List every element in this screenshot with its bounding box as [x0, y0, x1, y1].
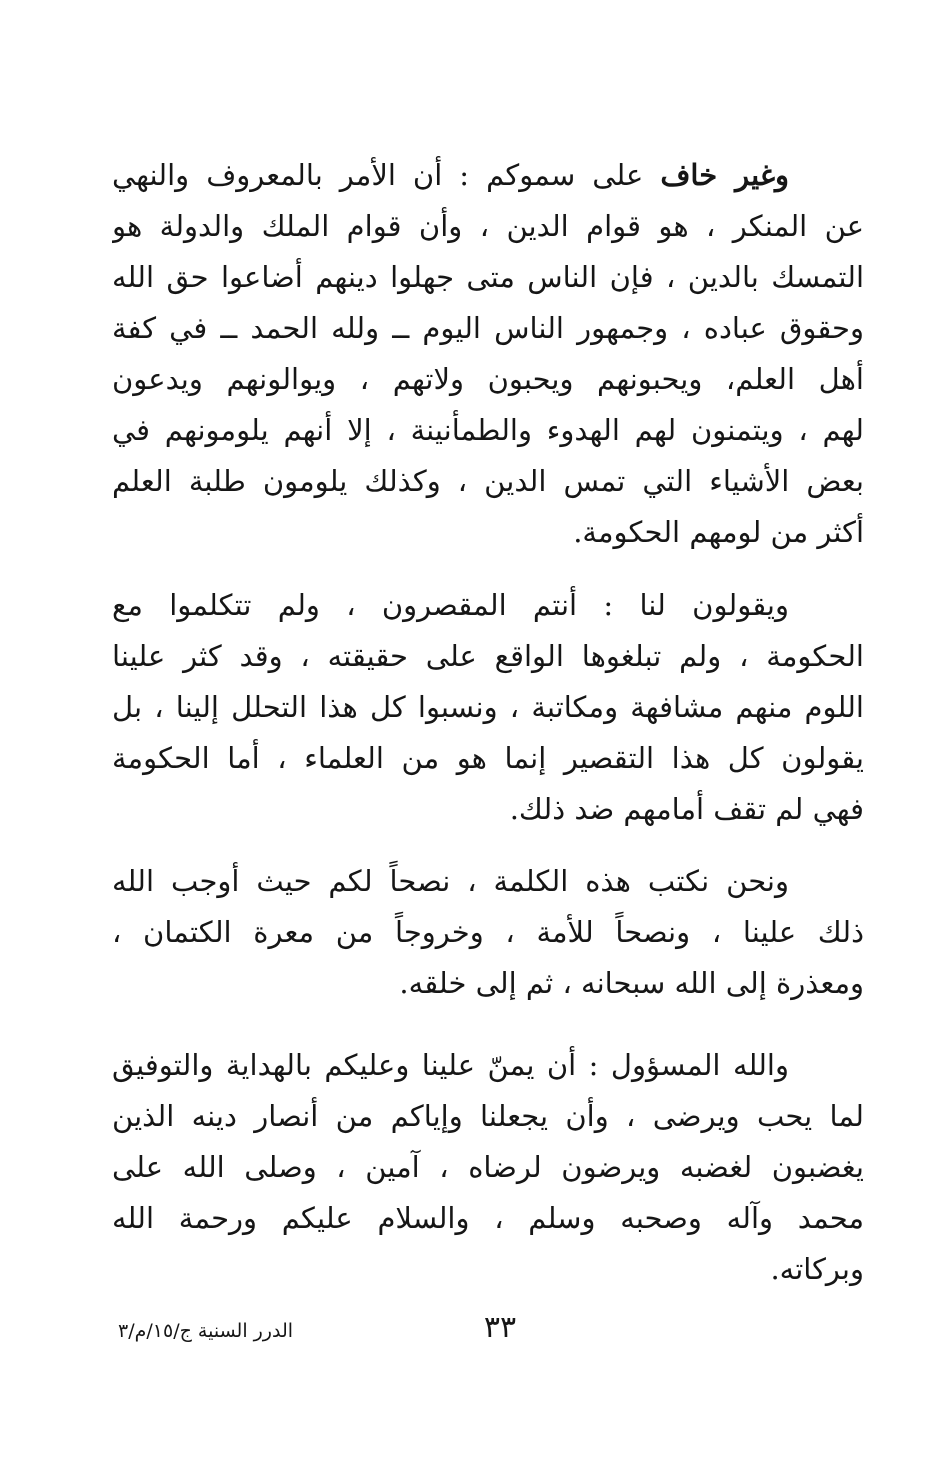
paragraph-2	[112, 580, 864, 835]
paragraph-1	[112, 150, 864, 558]
page-footer	[0, 1308, 950, 1348]
line-text: على سموكم : أن الأمر بالمعروف والنهي	[112, 158, 661, 192]
paragraph-line: أكثر من لومهم الحكومة.	[573, 515, 864, 549]
paragraph-line: ويقولون لنا : أنتم المقصرون ، ولم تتكلموا مع	[112, 588, 789, 622]
paragraph-line: وحقوق عباده ، وجمهور الناس اليوم ــ ولله الحمد ــ في كفة	[112, 311, 864, 345]
paragraph-line: عن المنكر ، هو قوام الدين ، وأن قوام الملك والدولة هو	[112, 209, 864, 243]
paragraph-line: لما يحب ويرضى ، وأن يجعلنا وإياكم من أنصار دينه الذين	[112, 1099, 864, 1133]
paragraph-line: ذلك علينا ، ونصحاً للأمة ، وخروجاً من معرة الكتمان ،	[112, 915, 864, 949]
paragraph-line	[112, 150, 864, 201]
paragraph-3	[112, 856, 864, 1009]
paragraph-line: بعض الأشياء التي تمس الدين ، وكذلك يلومون طلبة العلم	[112, 464, 864, 498]
paragraph-line: يغضبون لغضبه ويرضون لرضاه ، آمين ، وصلى الله على	[112, 1150, 864, 1184]
paragraph-line: ونحن نكتب هذه الكلمة ، نصحاً لكم حيث أوجب الله	[112, 864, 789, 898]
page-number: ٣٣	[483, 1310, 517, 1345]
paragraph-line: أهل العلم، ويحبونهم ويحبون ولاتهم ، ويوالونهم ويدعون	[112, 362, 864, 396]
bold-lead-in: وغير خاف	[660, 158, 790, 192]
paragraph-line: الحكومة ، ولم تبلغوها الواقع على حقيقته ، وقد كثر علينا	[112, 639, 864, 673]
paragraph-line: محمد وآله وصحبه وسلم ، والسلام عليكم ورحمة الله	[112, 1201, 864, 1235]
paragraph-line: والله المسؤول : أن يمنّ علينا وعليكم بالهداية والتوفيق	[112, 1048, 789, 1082]
paragraph-line: فهي لم تقف أمامهم ضد ذلك.	[509, 792, 864, 826]
source-reference: الدرر السنية ج/١٥/م/٣	[118, 1320, 294, 1342]
paragraph-line: ومعذرة إلى الله سبحانه ، ثم إلى خلقه.	[399, 966, 864, 1000]
paragraph-line: التمسك بالدين ، فإن الناس متى جهلوا دينهم أضاعوا حق الله	[112, 260, 864, 294]
paragraph-line: يقولون كل هذا التقصير إنما هو من العلماء ، أما الحكومة	[112, 741, 864, 775]
paragraph-line: اللوم منهم مشافهة ومكاتبة ، ونسبوا كل هذا التحلل إلينا ، بل	[112, 690, 864, 724]
paragraph-4	[112, 1040, 864, 1295]
paragraph-line: لهم ، ويتمنون لهم الهدوء والطمأنينة ، إلا أنهم يلومونهم في	[112, 413, 864, 447]
paragraph-line: وبركاته.	[770, 1252, 864, 1286]
